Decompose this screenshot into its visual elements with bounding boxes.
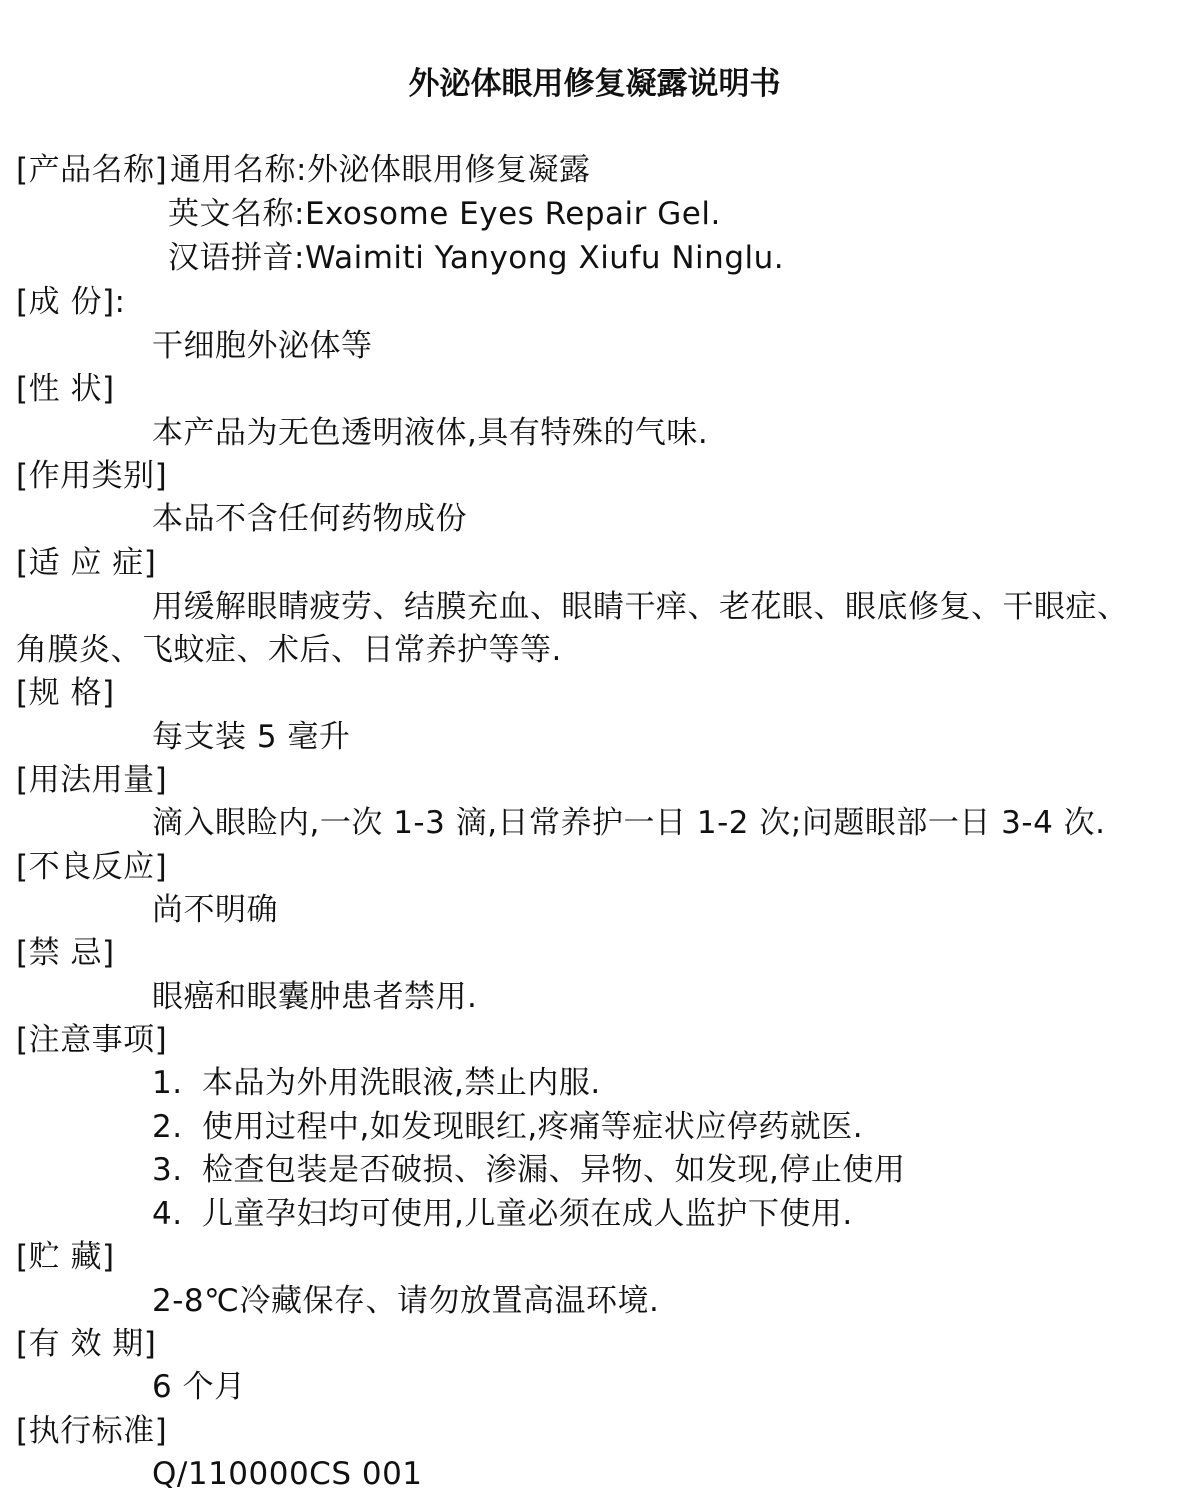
section-heading-adverse: [不良反应] (16, 849, 168, 885)
category-text: 本品不含任何药物成份 (152, 501, 467, 537)
standard-text: Q/110000CS 001 (152, 1456, 423, 1492)
section-heading-storage: [贮 藏] (16, 1239, 115, 1275)
precaution-item: 检查包装是否破损、渗漏、异物、如发现,停止使用 (202, 1152, 906, 1188)
precaution-item: 本品为外用洗眼液,禁止内服. (202, 1065, 601, 1101)
document-title: 外泌体眼用修复凝露说明书 (408, 66, 781, 102)
ingredients-text: 干细胞外泌体等 (152, 328, 373, 364)
section-heading-ingredients: [成 份]: (16, 284, 126, 320)
section-heading-category: [作用类别] (16, 458, 168, 494)
precaution-item: 使用过程中,如发现眼红,疼痛等症状应停药就医. (202, 1109, 864, 1145)
pinyin-name: 汉语拼音:Waimiti Yanyong Xiufu Ninglu. (168, 240, 785, 276)
validity-text: 6 个月 (152, 1369, 246, 1405)
section-heading-precautions: [注意事项] (16, 1022, 168, 1058)
section-heading-validity: [有 效 期] (16, 1326, 157, 1362)
spec-text: 每支装 5 毫升 (152, 719, 351, 755)
precaution-number: 4. (152, 1196, 183, 1232)
indications-text-line2: 角膜炎、飞蚊症、术后、日常养护等等. (16, 632, 562, 668)
section-heading-spec: [规 格] (16, 675, 115, 711)
section-heading-standard: [执行标准] (16, 1413, 168, 1449)
english-name: 英文名称:Exosome Eyes Repair Gel. (168, 196, 721, 232)
adverse-text: 尚不明确 (152, 892, 278, 928)
section-heading-indications: [适 应 症] (16, 545, 157, 581)
section-heading-appearance: [性 状] (16, 371, 115, 407)
indications-text-line1: 用缓解眼睛疲劳、结膜充血、眼睛干痒、老花眼、眼底修复、干眼症、 (152, 589, 1129, 625)
precaution-item: 儿童孕妇均可使用,儿童必须在成人监护下使用. (202, 1196, 853, 1232)
section-heading-usage: [用法用量] (16, 762, 168, 798)
section-heading-product-name: [产品名称] (16, 152, 168, 188)
precaution-number: 3. (152, 1152, 183, 1188)
section-heading-contraindications: [禁 忌] (16, 935, 115, 971)
precaution-number: 2. (152, 1109, 183, 1145)
storage-text: 2-8℃冷藏保存、请勿放置高温环境. (152, 1283, 660, 1319)
usage-text: 滴入眼睑内,一次 1-3 滴,日常养护一日 1-2 次;问题眼部一日 3-4 次. (152, 805, 1106, 841)
appearance-text: 本产品为无色透明液体,具有特殊的气味. (152, 415, 709, 451)
contraindications-text: 眼癌和眼囊肿患者禁用. (152, 979, 478, 1015)
common-name: 通用名称:外泌体眼用修复凝露 (170, 152, 591, 188)
precaution-number: 1. (152, 1065, 183, 1101)
